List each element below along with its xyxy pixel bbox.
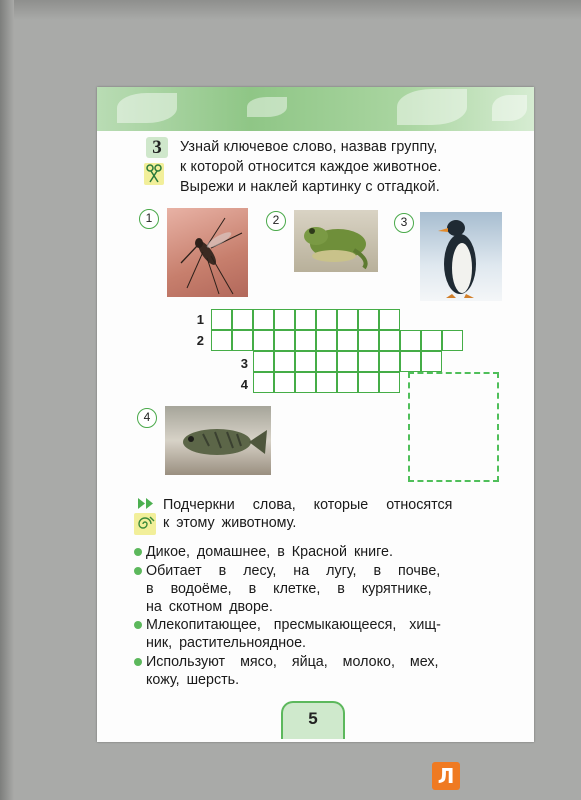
task-text-line-2: к которой относится каждое животное. (180, 159, 442, 175)
underline-task-line-1: Подчеркни слова, которые относятся (163, 497, 453, 513)
item-3-line-2: ник, растительноядное. (146, 635, 307, 651)
crossword-row-3 (253, 351, 442, 372)
scan-top-edge (0, 0, 581, 20)
crossword-cell[interactable] (253, 309, 274, 330)
crossword-row-number-4: 4 (240, 377, 248, 392)
spiral-icon (134, 513, 156, 535)
crossword-cell[interactable] (274, 309, 295, 330)
crossword-cell[interactable] (316, 330, 337, 351)
fish-photo (165, 406, 271, 475)
crossword-cell[interactable] (274, 372, 295, 393)
crossword-row-number-3: 3 (240, 356, 248, 371)
bullet (134, 621, 142, 629)
crossword-cell[interactable] (379, 351, 400, 372)
crossword-cell[interactable] (379, 372, 400, 393)
crossword-cell[interactable] (295, 330, 316, 351)
crossword-cell[interactable] (295, 351, 316, 372)
litres-logo-icon: Л (432, 762, 460, 790)
crossword-cell[interactable] (232, 309, 253, 330)
header-decor-band (97, 87, 534, 131)
scan-left-shadow (0, 0, 14, 800)
crossword-cell[interactable] (253, 351, 274, 372)
page-number: 5 (281, 701, 345, 739)
crossword-cell[interactable] (379, 309, 400, 330)
penguin-photo (420, 212, 502, 301)
crossword-cell[interactable] (295, 372, 316, 393)
crossword-cell[interactable] (253, 372, 274, 393)
crossword-cell[interactable] (379, 330, 400, 351)
crossword-row-number-1: 1 (196, 312, 204, 327)
crossword-row-number-2: 2 (196, 333, 204, 348)
item-2-line-1: Обитает в лесу, на лугу, в почве, (146, 563, 441, 579)
mosquito-photo (167, 208, 248, 297)
bullet (134, 548, 142, 556)
underline-task-line-2: к этому животному. (163, 515, 297, 531)
crossword-cell[interactable] (358, 372, 379, 393)
crossword-cell[interactable] (337, 351, 358, 372)
crossword-row-2 (211, 330, 463, 351)
crossword-cell[interactable] (295, 309, 316, 330)
crossword-cell[interactable] (316, 372, 337, 393)
crossword-cell[interactable] (358, 309, 379, 330)
bullet (134, 567, 142, 575)
bullet (134, 658, 142, 666)
crossword-cell[interactable] (232, 330, 253, 351)
crossword-cell[interactable] (400, 330, 421, 351)
crossword-cell[interactable] (211, 309, 232, 330)
answer-picture-box[interactable] (408, 372, 499, 482)
task-text-line-3: Вырежи и наклей картинку с отгадкой. (180, 179, 440, 195)
crossword-cell[interactable] (274, 330, 295, 351)
crossword-cell[interactable] (400, 351, 421, 372)
crossword-cell[interactable] (442, 330, 463, 351)
crossword-cell[interactable] (316, 309, 337, 330)
crossword-cell[interactable] (421, 351, 442, 372)
crossword-cell[interactable] (358, 330, 379, 351)
crossword-cell[interactable] (316, 351, 337, 372)
item-4-line-2: кожу, шерсть. (146, 672, 240, 688)
item-2-line-2: в водоёме, в клетке, в курятнике, (146, 581, 432, 597)
crossword-row-1 (211, 309, 400, 330)
double-arrow-icon (137, 497, 158, 510)
crossword-cell[interactable] (337, 309, 358, 330)
item-2-line-3: на скотном дворе. (146, 599, 273, 615)
picture-number-2: 2 (266, 211, 286, 231)
task-text-line-1: Узнай ключевое слово, назвав группу, (180, 139, 438, 155)
crossword-cell[interactable] (211, 330, 232, 351)
crossword-cell[interactable] (274, 351, 295, 372)
crossword-cell[interactable] (337, 330, 358, 351)
scissors-icon (144, 163, 164, 185)
crossword-cell[interactable] (253, 330, 274, 351)
crossword-cell[interactable] (358, 351, 379, 372)
item-4-line-1: Используют мясо, яйца, молоко, мех, (146, 654, 439, 670)
crossword-cell[interactable] (421, 330, 442, 351)
picture-number-1: 1 (139, 209, 159, 229)
task-number-badge: 3 (146, 137, 168, 158)
frog-photo (294, 210, 378, 272)
crossword-cell[interactable] (337, 372, 358, 393)
picture-number-4: 4 (137, 408, 157, 428)
item-3-line-1: Млекопитающее, пресмыкающееся, хищ- (146, 617, 441, 633)
picture-number-3: 3 (394, 213, 414, 233)
item-1-line-1: Дикое, домашнее, в Красной книге. (146, 544, 393, 560)
